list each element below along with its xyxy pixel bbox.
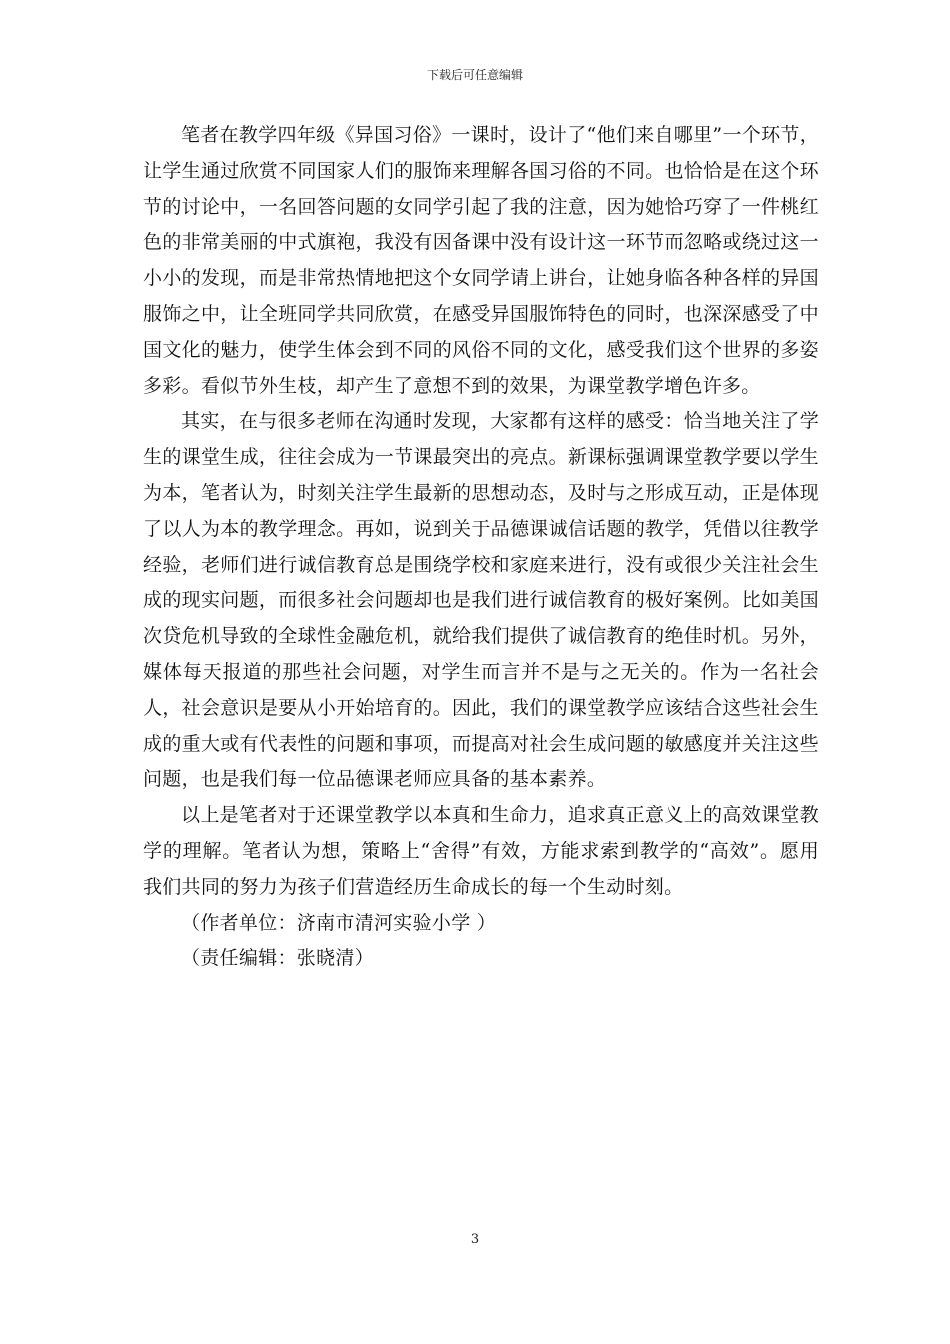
- article-body: [143, 118, 819, 977]
- body-paragraph: 以上是笔者对于还课堂教学以本真和生命力，追求真正意义上的高效课堂教学的理解。笔者认为想，策略上“舍得”有效，方能求索到教学的“高效”。愿用我们共同的努力为孩子们营造经历生命成长的每一个生动时刻。: [143, 804, 819, 898]
- editor-credit: （责任编辑：张晓清）: [181, 947, 375, 970]
- body-paragraph: 笔者在教学四年级《异国习俗》一课时，设计了“他们来自哪里”一个环节，让学生通过欣赏不同国家人们的服饰来理解各国习俗的不同。也恰恰是在这个环节的讨论中，一名回答问题的女同学引起了我的注意，因为她恰巧穿了一件桃红色的非常美丽的中式旗袍，我没有因备课中没有设计这一环节而忽略或绕过这一小小的发现，而是非常热情地把这个女同学请上讲台，让她身临各种各样的异国服饰之中，让全班同学共同欣赏，在感受异国服饰特色的同时，也深深感受了中国文化的魅力，使学生体会到不同的风俗不同的文化，感受我们这个世界的多姿多彩。看似节外生枝，却产生了意想不到的效果，为课堂教学增色许多。: [143, 124, 819, 397]
- author-affiliation: （作者单位：济南市清河实验小学 ）: [181, 911, 497, 934]
- page-header: 下载后可任意编辑: [426, 68, 523, 82]
- page-number: 3: [470, 1232, 480, 1247]
- body-paragraph: 其实，在与很多老师在沟通时发现，大家都有这样的感受：恰当地关注了学生的课堂生成，往往会成为一节课最突出的亮点。新课标强调课堂教学要以学生为本，笔者认为，时刻关注学生最新的思想动态，及时与之形成互动，正是体现了以人为本的教学理念。再如，说到关于品德课诚信话题的教学，凭借以往教学经验，老师们进行诚信教育总是围绕学校和家庭来进行，没有或很少关注社会生成的现实问题，而很多社会问题却也是我们进行诚信教育的极好案例。比如美国次贷危机导致的全球性金融危机，就给我们提供了诚信教育的绝佳时机。另外，媒体每天报道的那些社会问题，对学生而言并不是与之无关的。作为一名社会人，社会意识是要从小开始培育的。因此，我们的课堂教学应该结合这些社会生成的重大或有代表性的问题和事项，而提高对社会生成问题的敏感度并关注这些问题，也是我们每一位品德课老师应具备的基本素养。: [143, 410, 819, 791]
